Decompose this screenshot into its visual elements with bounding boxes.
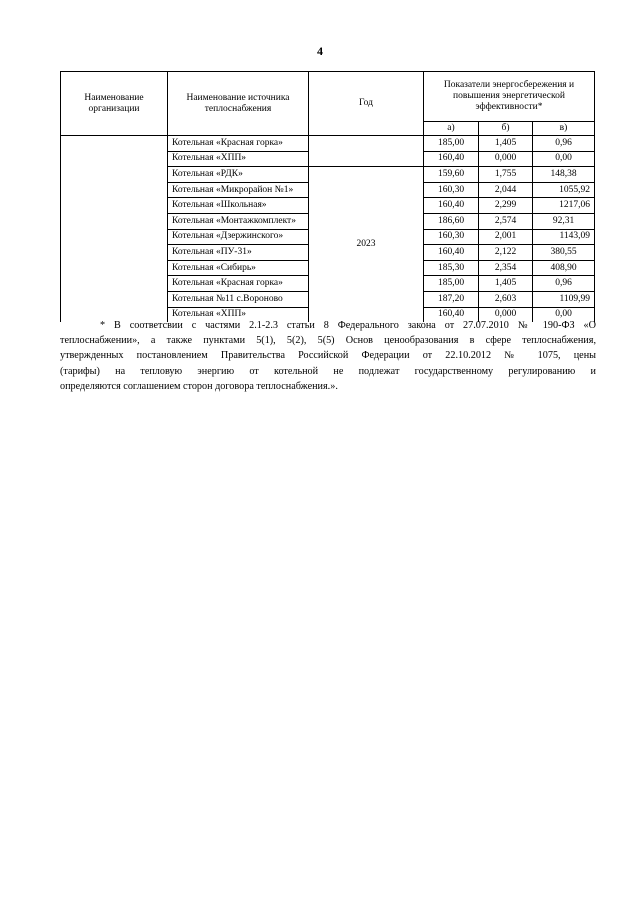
value-c: 1109,99 — [533, 291, 595, 307]
value-a: 160,30 — [424, 182, 479, 198]
header-indicators-text: Показатели энергосбережения и повышения энергетической эффективности* — [443, 80, 575, 112]
source-cell: Котельная «Красная горка» — [168, 276, 309, 292]
value-c: 380,55 — [533, 245, 595, 261]
source-cell: Котельная «Сибирь» — [168, 260, 309, 276]
footnote-line: определяются соглашением сторон договора теплоснабжения.». — [60, 380, 338, 392]
source-cell: Котельная «Дзержинского» — [168, 229, 309, 245]
header-col-b: б) — [479, 122, 533, 136]
value-c: 0,00 — [533, 307, 595, 322]
value-b: 2,299 — [479, 198, 533, 214]
value-b: 0,000 — [479, 151, 533, 167]
value-c: 0,96 — [533, 136, 595, 152]
value-c: 0,00 — [533, 151, 595, 167]
header-col-a: а) — [424, 122, 479, 136]
footnote-line: (тарифы) на тепловую энергию от котельной не подлежат государственному регулированию и — [60, 365, 596, 377]
source-cell: Котельная №11 с.Вороново — [168, 291, 309, 307]
source-cell: Котельная «РДК» — [168, 167, 309, 183]
value-a: 186,60 — [424, 213, 479, 229]
year-cell-empty — [309, 136, 424, 167]
organization-cell — [61, 136, 168, 323]
header-organization-text: Наименование организации — [84, 92, 144, 114]
value-b: 1,755 — [479, 167, 533, 183]
value-b: 2,354 — [479, 260, 533, 276]
source-cell: Котельная «ПУ-31» — [168, 245, 309, 261]
value-b: 0,000 — [479, 307, 533, 322]
value-b: 2,122 — [479, 245, 533, 261]
value-c: 408,90 — [533, 260, 595, 276]
value-a: 160,40 — [424, 151, 479, 167]
value-c: 0,96 — [533, 276, 595, 292]
header-col-c: в) — [533, 122, 595, 136]
value-c: 92,31 — [533, 213, 595, 229]
value-b: 2,603 — [479, 291, 533, 307]
value-a: 159,60 — [424, 167, 479, 183]
value-b: 1,405 — [479, 136, 533, 152]
value-c: 1143,09 — [533, 229, 595, 245]
year-cell: 2023 — [309, 167, 424, 322]
footnote-line: * В соответсвии с частями 2.1-2.3 статьи 8 Федерального закона от 27.07.2010 № 190-ФЗ «О — [100, 320, 596, 331]
energy-efficiency-table — [60, 71, 595, 322]
footnote — [60, 318, 596, 394]
header-source — [168, 72, 309, 136]
source-cell: Котельная «Микрорайон №1» — [168, 182, 309, 198]
value-b: 2,574 — [479, 213, 533, 229]
header-indicators — [424, 72, 595, 122]
value-b: 2,001 — [479, 229, 533, 245]
footnote-line: теплоснабжении», а также пунктами 5(1), 5(2), 5(5) Основ ценообразования в сфере теплоснабжения, — [60, 335, 596, 347]
header-year-text: Год — [359, 98, 373, 108]
value-a: 160,40 — [424, 198, 479, 214]
source-cell: Котельная «Красная горка» — [168, 136, 309, 152]
header-source-text: Наименование источника теплоснабжения — [186, 92, 290, 114]
footnote-line: утвержденных постановлением Правительства Российской Федерации от 22.10.2012 № 1075, цены — [60, 350, 596, 362]
header-organization — [61, 72, 168, 136]
value-a: 187,20 — [424, 291, 479, 307]
source-cell: Котельная «ХПП» — [168, 151, 309, 167]
value-c: 1055,92 — [533, 182, 595, 198]
value-a: 160,40 — [424, 307, 479, 322]
source-cell: Котельная «ХПП» — [168, 307, 309, 322]
value-a: 185,00 — [424, 136, 479, 152]
value-a: 185,30 — [424, 260, 479, 276]
value-a: 185,00 — [424, 276, 479, 292]
value-b: 2,044 — [479, 182, 533, 198]
source-cell: Котельная «Школьная» — [168, 198, 309, 214]
value-c: 148,38 — [533, 167, 595, 183]
value-a: 160,40 — [424, 245, 479, 261]
table-row — [61, 136, 595, 152]
value-b: 1,405 — [479, 276, 533, 292]
header-year — [309, 72, 424, 136]
value-a: 160,30 — [424, 229, 479, 245]
value-c: 1217,06 — [533, 198, 595, 214]
source-cell: Котельная «Монтажкомплект» — [168, 213, 309, 229]
page-number: 4 — [317, 44, 323, 58]
